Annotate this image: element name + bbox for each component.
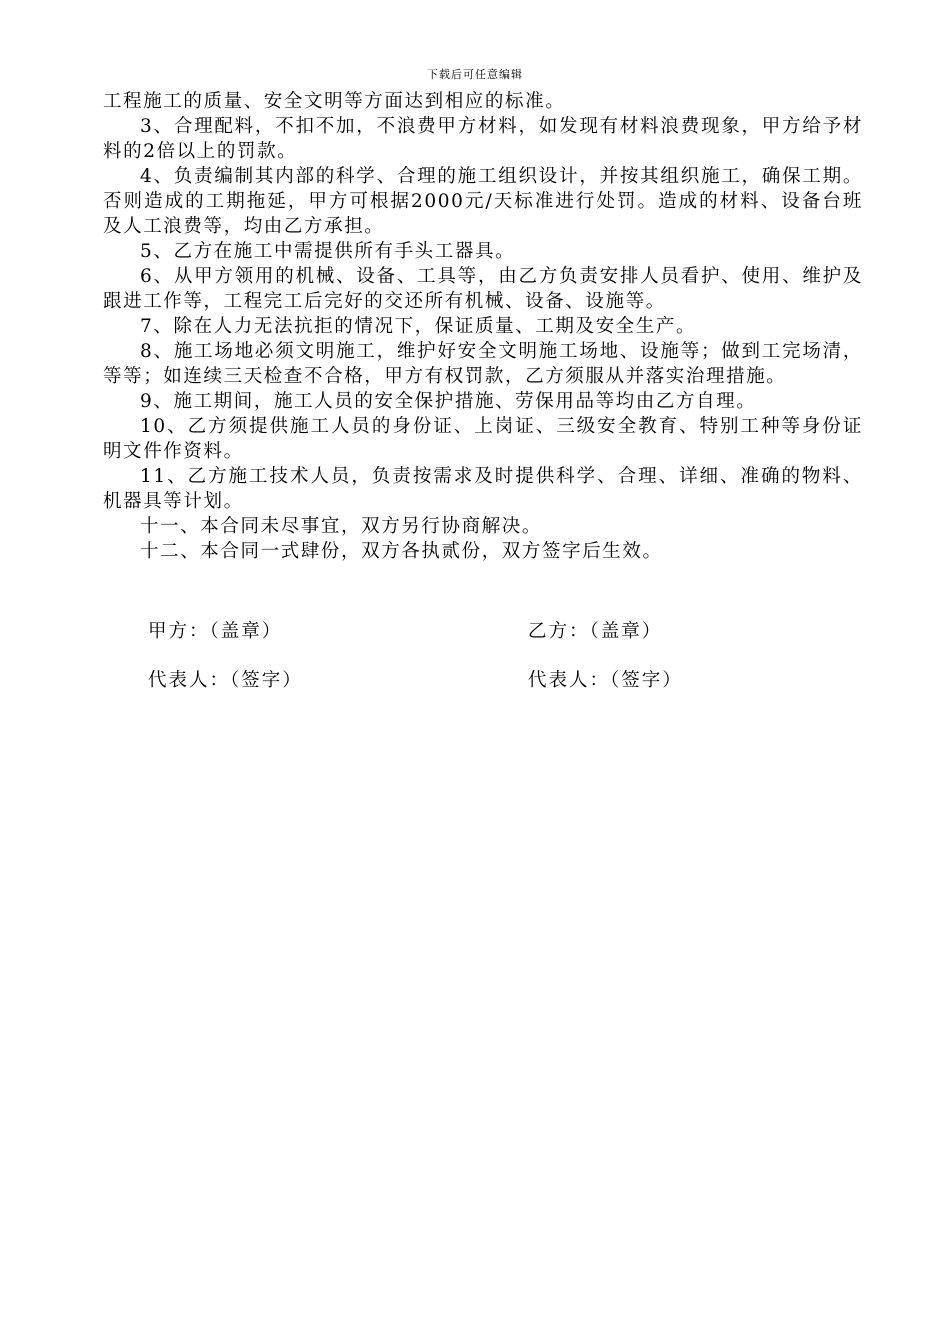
clause-5: 5、乙方在施工中需提供所有手头工器具。	[140, 241, 516, 262]
clause-11: 11、乙方施工技术人员，负责按需求及时提供科学、合理、详细、准确的物料、机器具等计划。	[103, 466, 863, 512]
party-a-seal: 甲方：（盖章）	[148, 621, 283, 642]
party-b-representative: 代表人：（签字）	[528, 670, 683, 691]
party-b-seal: 乙方：（盖章）	[528, 621, 663, 642]
article-twelve: 十二、本合同一式肆份，双方各执贰份，双方签字后生效。	[140, 541, 663, 562]
party-a-representative: 代表人：（签字）	[148, 670, 303, 691]
clause-3: 3、合理配料，不扣不加，不浪费甲方材料，如发现有材料浪费现象，甲方给予材料的2倍以上的罚款。	[103, 116, 863, 162]
clause-8: 8、施工场地必须文明施工，维护好安全文明施工场地、设施等；做到工完场清，等等；如连续三天检查不合格，甲方有权罚款，乙方须服从并落实治理措施。	[103, 341, 863, 387]
clause-6: 6、从甲方领用的机械、设备、工具等，由乙方负责安排人员看护、使用、维护及跟进工作等，工程完工后完好的交还所有机械、设备、设施等。	[103, 266, 863, 312]
clause-4: 4、负责编制其内部的科学、合理的施工组织设计，并按其组织施工，确保工期。否则造成的工期拖延，甲方可根据2000元/天标准进行处罚。造成的材料、设备台班及人工浪费等，均由乙方承担。	[103, 166, 863, 237]
signature-row	[148, 666, 848, 692]
article-eleven: 十一、本合同未尽事宜，双方另行协商解决。	[140, 516, 543, 537]
clause-7: 7、除在人力无法抗拒的情况下，保证质量、工期及安全生产。	[140, 316, 697, 337]
paragraph-continuation: 工程施工的质量、安全文明等方面达到相应的标准。	[103, 91, 566, 112]
clause-10: 10、乙方须提供施工人员的身份证、上岗证、三级安全教育、特别工种等身份证明文件作资料。	[103, 416, 863, 462]
contract-body	[103, 89, 863, 564]
clause-9: 9、施工期间，施工人员的安全保护措施、劳保用品等均由乙方自理。	[140, 391, 757, 412]
header-note: 下载后可任意编辑	[427, 68, 523, 81]
seal-row	[148, 617, 848, 643]
